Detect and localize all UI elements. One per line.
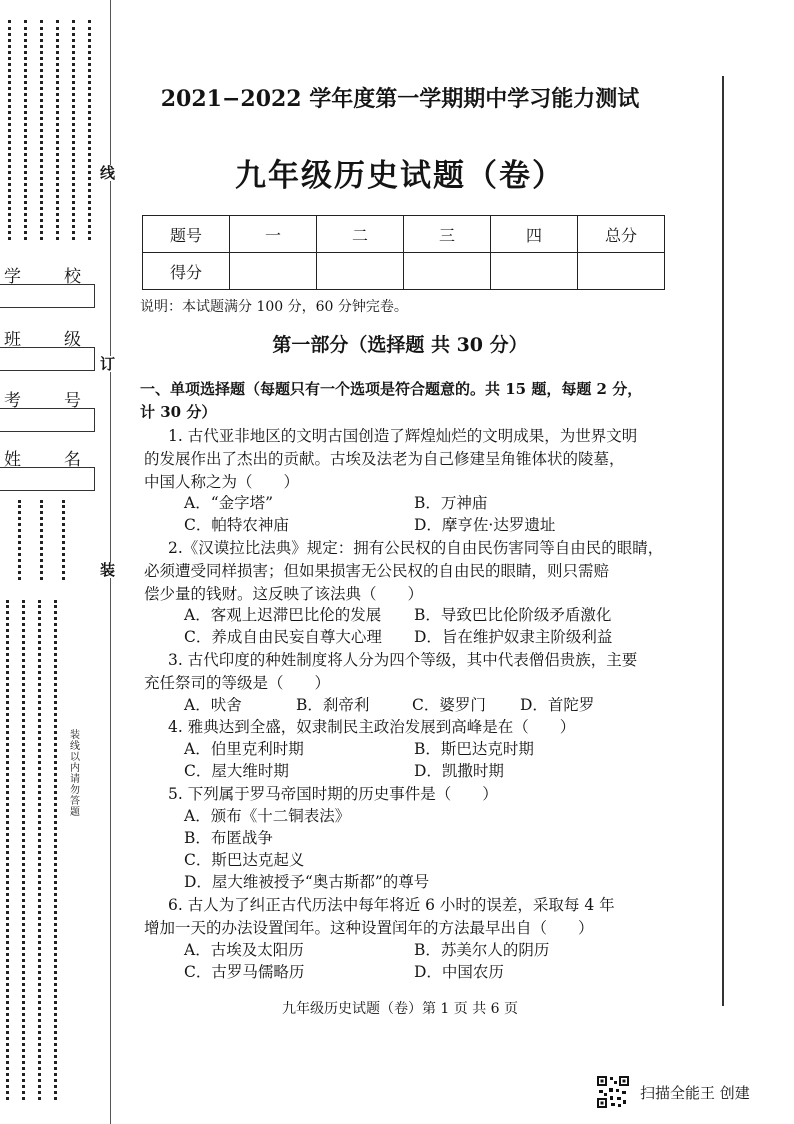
score-cell: 二 bbox=[317, 216, 404, 253]
score-cell: 得分 bbox=[143, 253, 230, 290]
question-2-stem: 偿少量的钱财。这反映了该法典（ ） bbox=[144, 585, 424, 603]
dotted-line bbox=[22, 600, 25, 1100]
dotted-line bbox=[62, 500, 65, 580]
question-2-stem: 必须遭受同样损害；但如果损害无公民权的自由民的眼睛，则只需赔 bbox=[144, 562, 610, 580]
question-2-option-b[interactable]: B．导致巴比伦阶级矛盾激化 bbox=[414, 606, 612, 624]
binding-margin: 学 校 班 级 考 号 姓 名 装线以内请勿答题 bbox=[0, 0, 112, 1124]
score-cell: 题号 bbox=[143, 216, 230, 253]
section-heading: 一、单项选择题（每题只有一个选项是符合题意的。共 15 题，每题 2 分， bbox=[140, 380, 643, 398]
class-field[interactable] bbox=[0, 347, 95, 371]
dotted-line bbox=[72, 20, 75, 240]
score-input-cell[interactable] bbox=[317, 253, 404, 290]
question-4-option-d[interactable]: D．凯撒时期 bbox=[414, 762, 504, 780]
question-4-option-b[interactable]: B．斯巴达克时期 bbox=[414, 740, 534, 758]
question-5-stem: 5. 下列属于罗马帝国时期的历史事件是（ ） bbox=[168, 785, 498, 803]
question-1-option-c[interactable]: C．帕特农神庙 bbox=[184, 516, 289, 534]
exam-title: 2021−2022 学年度第一学期期中学习能力测试 bbox=[160, 86, 640, 112]
question-2-option-c[interactable]: C．养成自由民妄自尊大心理 bbox=[184, 628, 382, 646]
dotted-line bbox=[56, 20, 59, 240]
score-table-header-row bbox=[143, 216, 665, 253]
dotted-line bbox=[38, 600, 41, 1100]
question-4-option-a[interactable]: A．伯里克利时期 bbox=[184, 740, 304, 758]
question-3-stem: 3. 古代印度的种姓制度将人分为四个等级，其中代表僧侣贵族，主要 bbox=[168, 651, 638, 669]
question-3-option-a[interactable]: A．吠舍 bbox=[184, 696, 242, 714]
dotted-line bbox=[18, 500, 21, 580]
dotted-line bbox=[40, 20, 43, 240]
score-input-cell[interactable] bbox=[491, 253, 578, 290]
question-3-option-c[interactable]: C．婆罗门 bbox=[412, 696, 486, 714]
name-field[interactable] bbox=[0, 467, 95, 491]
question-2-option-a[interactable]: A．客观上迟滞巴比伦的发展 bbox=[184, 606, 382, 624]
school-field[interactable] bbox=[0, 284, 95, 308]
right-rule bbox=[722, 76, 724, 1006]
dotted-line bbox=[40, 500, 43, 580]
score-input-cell[interactable] bbox=[578, 253, 665, 290]
question-3-stem: 充任祭司的等级是（ ） bbox=[144, 674, 331, 692]
score-table bbox=[142, 215, 665, 290]
score-input-cell[interactable] bbox=[404, 253, 491, 290]
score-cell: 四 bbox=[491, 216, 578, 253]
question-6-option-a[interactable]: A．古埃及太阳历 bbox=[184, 941, 304, 959]
dotted-line bbox=[6, 600, 9, 1100]
question-1-option-b[interactable]: B．万神庙 bbox=[414, 494, 488, 512]
seal-char-staple: 订 bbox=[100, 355, 116, 373]
score-table-score-row bbox=[143, 253, 665, 290]
exam-number-field[interactable] bbox=[0, 408, 95, 432]
question-4-stem: 4. 雅典达到全盛，奴隶制民主政治发展到高峰是在（ ） bbox=[168, 718, 576, 736]
question-6-option-b[interactable]: B．苏美尔人的阴历 bbox=[414, 941, 550, 959]
question-6-option-c[interactable]: C．古罗马儒略历 bbox=[184, 963, 305, 981]
binding-warning: 装线以内请勿答题 bbox=[70, 730, 80, 818]
question-5-option-d[interactable]: D．屋大维被授予“奥古斯都”的尊号 bbox=[184, 873, 430, 891]
score-input-cell[interactable] bbox=[230, 253, 317, 290]
question-3-option-d[interactable]: D．首陀罗 bbox=[520, 696, 595, 714]
question-1-option-a[interactable]: A．“金字塔” bbox=[184, 494, 274, 512]
question-1-option-d[interactable]: D．摩亨佐·达罗遗址 bbox=[414, 516, 556, 534]
scanner-watermark: 扫描全能王 创建 bbox=[640, 1084, 750, 1102]
score-cell: 一 bbox=[230, 216, 317, 253]
question-4-option-c[interactable]: C．屋大维时期 bbox=[184, 762, 289, 780]
question-1-stem: 的发展作出了杰出的贡献。古埃及法老为自己修建呈角锥体状的陵墓， bbox=[144, 450, 625, 468]
question-5-option-a[interactable]: A．颁布《十二铜表法》 bbox=[184, 807, 351, 825]
seal-char-bind: 装 bbox=[100, 561, 116, 579]
question-6-option-d[interactable]: D．中国农历 bbox=[414, 963, 504, 981]
exam-note: 说明：本试题满分 100 分，60 分钟完卷。 bbox=[140, 299, 408, 315]
page-footer: 九年级历史试题（卷）第 1 页 共 6 页 bbox=[281, 1001, 519, 1017]
part-title: 第一部分（选择题 共 30 分） bbox=[272, 334, 528, 356]
score-cell: 三 bbox=[404, 216, 491, 253]
question-5-option-c[interactable]: C．斯巴达克起义 bbox=[184, 851, 305, 869]
question-2-stem: 2.《汉谟拉比法典》规定：拥有公民权的自由民伤害同等自由民的眼睛， bbox=[168, 539, 664, 557]
qr-code-icon bbox=[596, 1075, 630, 1109]
question-6-stem: 增加一天的办法设置闰年。这种设置闰年的方法最早出自（ ） bbox=[144, 919, 594, 937]
dotted-line bbox=[24, 20, 27, 240]
question-3-option-b[interactable]: B．刹帝利 bbox=[296, 696, 370, 714]
score-cell: 总分 bbox=[578, 216, 665, 253]
question-5-option-b[interactable]: B．布匿战争 bbox=[184, 829, 273, 847]
question-1-stem: 1. 古代亚非地区的文明古国创造了辉煌灿烂的文明成果，为世界文明 bbox=[168, 427, 638, 445]
dotted-line bbox=[88, 20, 91, 240]
question-1-stem: 中国人称之为（ ） bbox=[144, 473, 300, 491]
dotted-line bbox=[8, 20, 11, 240]
seal-char-line: 线 bbox=[100, 164, 116, 182]
dotted-line bbox=[54, 600, 57, 1100]
section-heading-cont: 计 30 分） bbox=[140, 403, 217, 421]
question-2-option-d[interactable]: D．旨在维护奴隶主阶级利益 bbox=[414, 628, 613, 646]
question-6-stem: 6. 古人为了纠正古代历法中每年将近 6 小时的误差，采取每 4 年 bbox=[168, 896, 615, 914]
exam-subtitle: 九年级历史试题（卷） bbox=[235, 158, 565, 194]
